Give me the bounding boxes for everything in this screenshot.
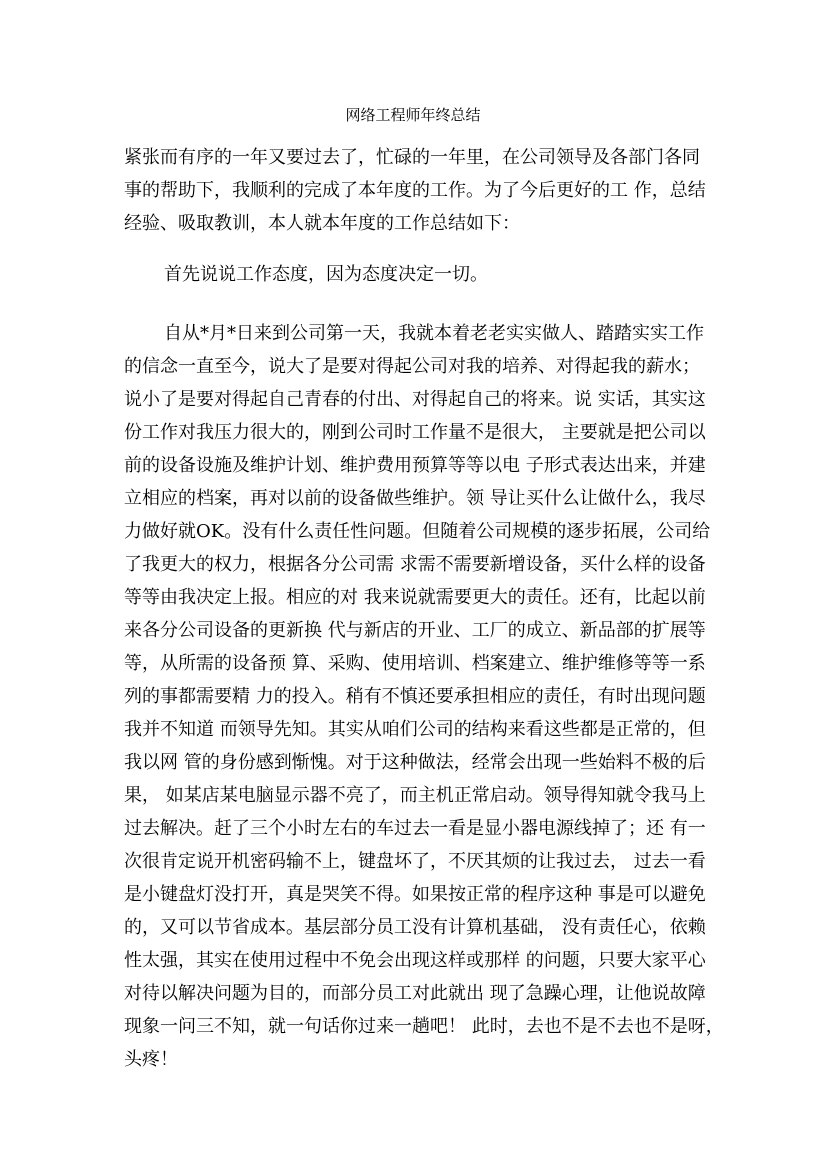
body-line: 果， 如某店某电脑显示器不亮了，而主机正常启动。领导得知就令我马上 (124, 785, 706, 806)
body-line: 的信念一直至今，说大了是要对得起公司对我的培养、对得起我的薪水； (124, 356, 700, 377)
body-line: 立相应的档案，再对以前的设备做些维护。领 导让买什么让做什么，我尽 (124, 488, 706, 509)
body-line: 次很肯定说开机密码输不上，键盘坏了，不厌其烦的让我过去， 过去一看 (124, 851, 706, 872)
body-line: 自从*月*日来到公司第一天，我就本着老老实实做人、踏踏实实工作 (164, 323, 704, 344)
body-line: 我以网 管的身份感到惭愧。对于这种做法，经常会出现一些始料不极的后 (124, 752, 706, 773)
section-heading-line: 首先说说工作态度，因为态度决定一切。 (164, 264, 488, 285)
body-line: 现象一问三不知，就一句话你过来一趟吧！ 此时，去也不是不去也不是呀， (124, 1016, 724, 1037)
body-line: 说小了是要对得起自己青春的付出、对得起自己的将来。说 实话，其实这 (124, 389, 706, 410)
body-line: 了我更大的权力，根据各分公司需 求需不需要新增设备，买什么样的设备 (124, 554, 706, 575)
body-line: 等，从所需的设备预 算、采购、使用培训、档案建立、维护维修等等一系 (124, 653, 706, 674)
body-line: 性太强，其实在使用过程中不免会出现这样或那样 的问题，只要大家平心 (124, 950, 706, 971)
body-line: 份工作对我压力很大的，刚到公司时工作量不是很大， 主要就是把公司以 (124, 422, 706, 443)
body-line: 对待以解决问题为目的，而部分员工对此就出 现了急躁心理，让他说故障 (124, 983, 706, 1004)
body-line: 的，又可以节省成本。基层部分员工没有计算机基础， 没有责任心，依赖 (124, 917, 706, 938)
body-line: 前的设备设施及维护计划、维护费用预算等等以电 子形式表达出来，并建 (124, 455, 706, 476)
intro-line: 事的帮助下，我顺利的完成了本年度的工作。为了今后更好的工 作，总结 (124, 180, 706, 201)
intro-line: 紧张而有序的一年又要过去了，忙碌的一年里，在公司领导及各部门各同 (124, 147, 700, 168)
body-line: 等等由我决定上报。相应的对 我来说就需要更大的责任。还有，比起以前 (124, 587, 706, 608)
body-line: 是小键盘灯没打开，真是哭笑不得。如果按正常的程序这种 事是可以避免 (124, 884, 706, 905)
body-line: 来各分公司设备的更新换 代与新店的开业、工厂的成立、新品部的扩展等 (124, 620, 706, 641)
intro-line: 经验、吸取教训，本人就本年度的工作总结如下： (124, 213, 520, 234)
body-line: 头疼！ (124, 1049, 178, 1070)
body-line: 列的事都需要精 力的投入。稍有不慎还要承担相应的责任，有时出现问题 (124, 686, 706, 707)
body-line: 过去解决。赶了三个小时左右的车过去一看是显小器电源线掉了；还 有一 (124, 818, 706, 839)
document-title: 网络工程师年终总结 (345, 106, 481, 124)
body-line: 力做好就OK。没有什么责任性问题。但随着公司规模的逐步拓展，公司给 (124, 521, 711, 542)
body-line: 我并不知道 而领导先知。其实从咱们公司的结构来看这些都是正常的，但 (124, 719, 706, 740)
